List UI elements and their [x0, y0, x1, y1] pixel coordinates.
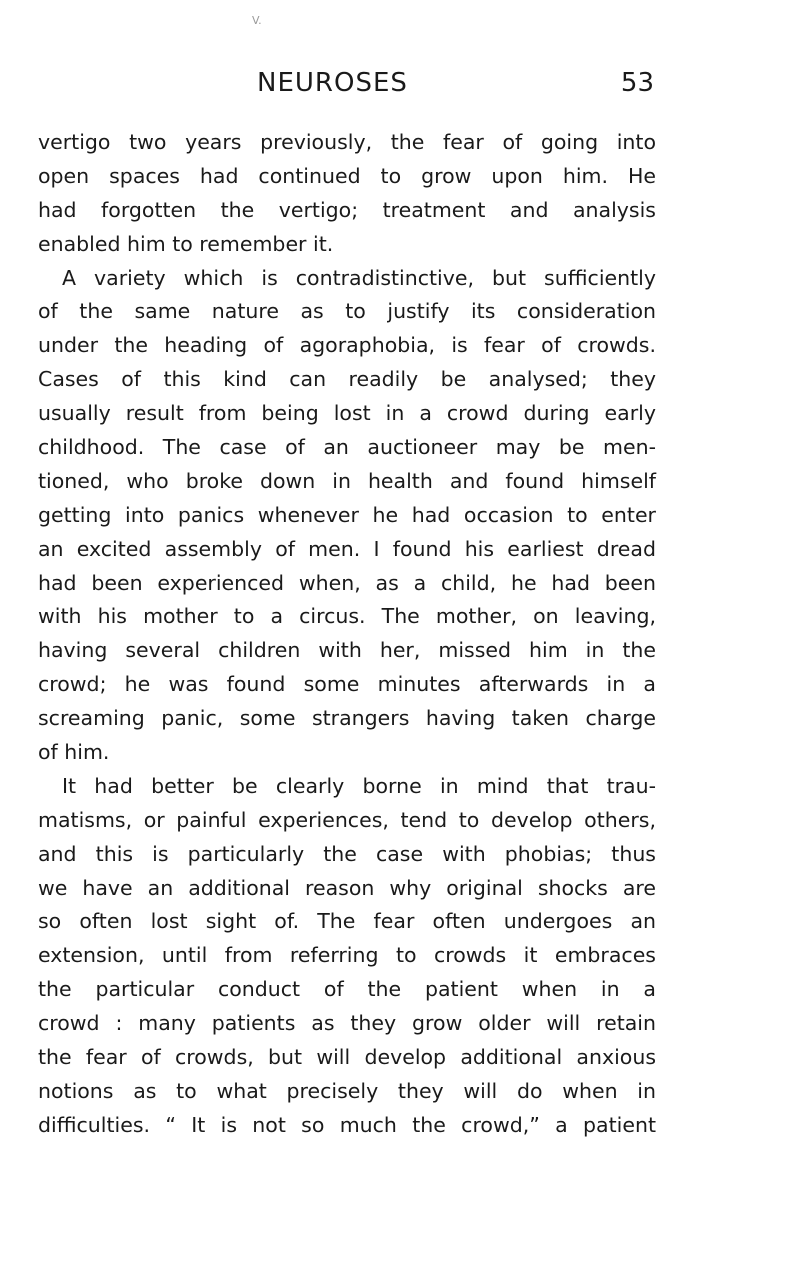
- text-line: getting into panics whenever he had occasion to enter: [38, 502, 656, 527]
- text-line: usually result from being lost in a crowd during early: [38, 401, 656, 426]
- text-line: matisms, or painful experiences, tend to develop others,: [38, 807, 656, 832]
- text-line: we have an additional reason why original shocks are: [38, 875, 656, 900]
- text-line: under the heading of agoraphobia, is fear of crowds.: [38, 333, 656, 358]
- page-header: [38, 68, 654, 104]
- text-line: of the same nature as to justify its consideration: [38, 299, 656, 324]
- text-line: the fear of crowds, but will develop additional anxious: [38, 1045, 656, 1070]
- text-line: difficulties. “ It is not so much the crowd,” a patient: [38, 1112, 656, 1137]
- text-line: enabled him to remember it.: [38, 231, 334, 256]
- text-line: vertigo two years previously, the fear of going into: [38, 130, 656, 154]
- text-line: crowd : many patients as they grow older will retain: [38, 1011, 656, 1036]
- body-text: [38, 126, 656, 1143]
- text-line: screaming panic, some strangers having taken charge: [38, 706, 656, 731]
- running-title: NEUROSES: [257, 68, 408, 98]
- text-line: tioned, who broke down in health and found himself: [38, 468, 656, 493]
- text-line: having several children with her, missed him in the: [38, 638, 656, 663]
- text-line: had been experienced when, as a child, he had been: [38, 570, 656, 595]
- text-line: crowd; he was found some minutes afterwards in a: [38, 672, 656, 697]
- text-line: notions as to what precisely they will do when in: [38, 1078, 656, 1103]
- text-line: of him.: [38, 740, 110, 765]
- page-number: 53: [620, 68, 654, 98]
- text-line: an excited assembly of men. I found his earliest dread: [38, 536, 656, 561]
- paragraph-start-line: A variety which is contradistinctive, but sufficiently: [62, 265, 656, 290]
- text-line: Cases of this kind can readily be analysed; they: [38, 367, 656, 392]
- paragraph-start-line: It had better be clearly borne in mind that trau-: [62, 773, 656, 798]
- text-line: extension, until from referring to crowds it embraces: [38, 943, 656, 968]
- text-line: the particular conduct of the patient when in a: [38, 977, 656, 1002]
- corner-mark: V.: [252, 14, 262, 27]
- text-line: childhood. The case of an auctioneer may be men-: [38, 435, 656, 460]
- text-line: with his mother to a circus. The mother, on leaving,: [38, 604, 656, 629]
- text-line: so often lost sight of. The fear often undergoes an: [38, 909, 656, 934]
- text-line: and this is particularly the case with phobias; thus: [38, 841, 656, 866]
- text-line: had forgotten the vertigo; treatment and analysis: [38, 197, 656, 222]
- text-line: open spaces had continued to grow upon him. He: [38, 163, 656, 188]
